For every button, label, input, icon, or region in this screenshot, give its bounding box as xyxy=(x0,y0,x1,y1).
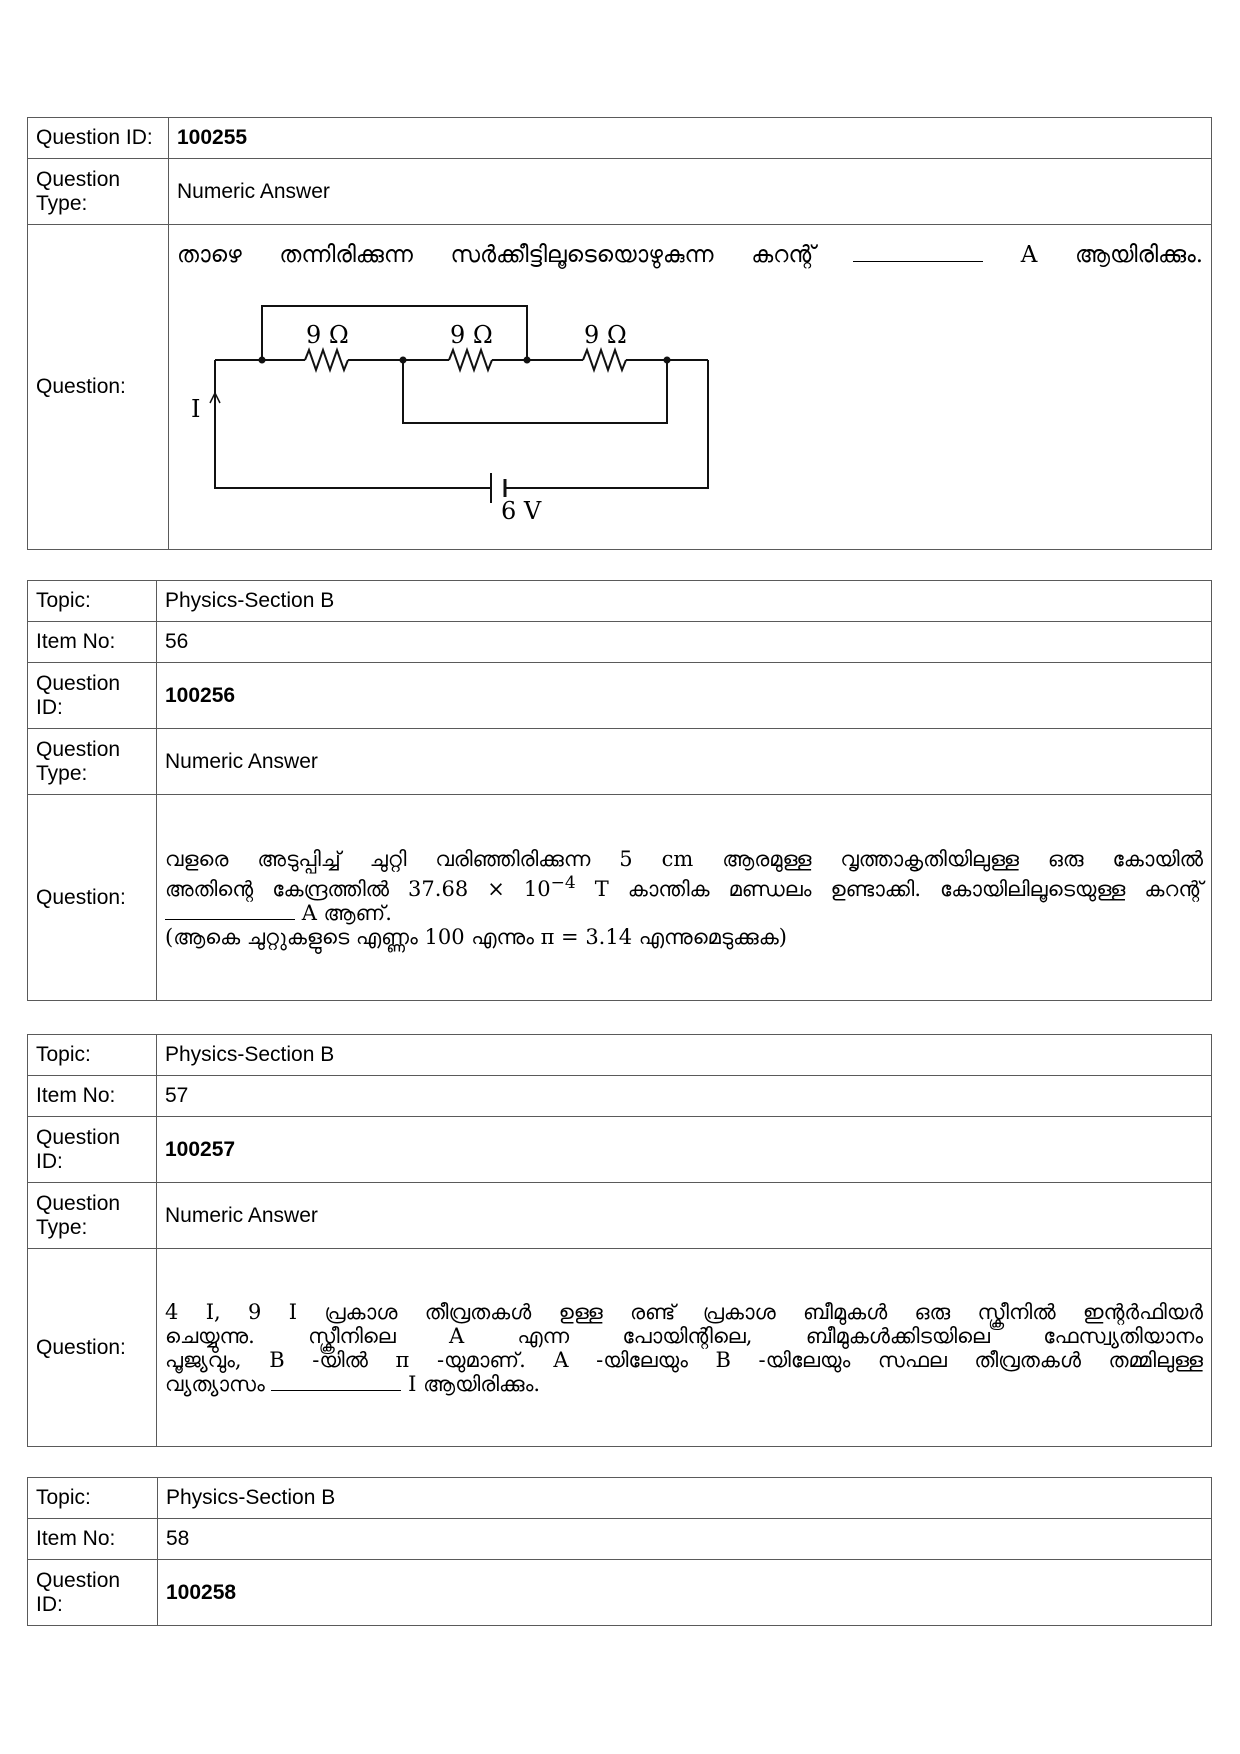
question-line: വളരെ അടുപ്പിച്ച് ചുറ്റി വരിഞ്ഞിരിക്കുന്ന 5 cm ആരമുള്ള വൃത്താകൃതിയിലുള്ള ഒരു കോയിൽ xyxy=(165,846,1203,871)
question-id-label: Question ID: xyxy=(28,663,157,729)
topic-value: Physics-Section B xyxy=(158,1478,1212,1519)
question-type-value: Numeric Answer xyxy=(157,1183,1212,1249)
question-id-label: Question ID: xyxy=(28,118,169,159)
resistor-2 xyxy=(449,350,492,370)
answer-blank xyxy=(165,901,295,920)
topic-value: Physics-Section B xyxy=(157,581,1212,622)
question-text: അതിന്റെ കേന്ദ്രത്തിൽ 37.68 × 10 xyxy=(165,876,551,901)
item-no-label: Item No: xyxy=(28,1519,158,1560)
question-text: A ആണ്. xyxy=(301,900,392,925)
circuit-diagram xyxy=(191,283,805,525)
item-no-value: 56 xyxy=(157,622,1212,663)
topic-label: Topic: xyxy=(28,1035,157,1076)
resistor-2-label: 9 Ω xyxy=(450,321,493,349)
question-label: Question: xyxy=(28,795,157,1001)
question-id-label: Question ID: xyxy=(28,1117,157,1183)
question-label: Question: xyxy=(28,1249,157,1447)
question-type-label: Question Type: xyxy=(28,729,157,795)
item-no-label: Item No: xyxy=(28,622,157,663)
question-text-before: താഴെ തന്നിരിക്കുന്ന സർക്കീട്ടിലൂടെയൊഴുകുന്ന കറന്റ് xyxy=(177,242,816,268)
question-line xyxy=(165,1372,1203,1396)
question-text-after: A ആയിരിക്കും. xyxy=(1020,242,1204,268)
topic-label: Topic: xyxy=(28,581,157,622)
item-no-value: 57 xyxy=(157,1076,1212,1117)
item-no-label: Item No: xyxy=(28,1076,157,1117)
junction-node xyxy=(259,357,266,364)
topic-label: Topic: xyxy=(28,1478,158,1519)
resistor-3 xyxy=(583,350,626,370)
question-body xyxy=(157,1249,1212,1447)
question-id-label: Question ID: xyxy=(28,1560,158,1626)
question-line: പൂജ്യവും, B -യിൽ π -യുമാണ്. A -യിലേയും B -യിലേയും സഫല തീവ്രതകൾ തമ്മിലുള്ള xyxy=(165,1347,1203,1372)
question-id-value: 100256 xyxy=(157,663,1212,729)
question-type-label: Question Type: xyxy=(28,159,169,225)
item-no-value: 58 xyxy=(158,1519,1212,1560)
resistor-1-label: 9 Ω xyxy=(306,321,349,349)
topic-value: Physics-Section B xyxy=(157,1035,1212,1076)
question-text: T കാന്തിക മണ്ഡലം ഉണ്ടാക്കി. കോയിലിലൂടെയുള്ള കറന്റ് xyxy=(594,876,1203,901)
question-line: ചെയ്യുന്നു. സ്ക്രീനിലെ A എന്ന പോയിന്റിലെ, ബീമുകൾക്കിടയിലെ ഫേസ്വ്യതിയാനം xyxy=(165,1323,1203,1348)
junction-node xyxy=(524,357,531,364)
question-text: I ആയിരിക്കും. xyxy=(408,1371,541,1396)
question-body xyxy=(157,795,1212,1001)
current-label: I xyxy=(191,395,201,423)
answer-blank xyxy=(271,1372,401,1391)
question-block-100255 xyxy=(27,117,1212,550)
question-body xyxy=(169,225,1212,550)
question-id-value: 100255 xyxy=(169,118,1212,159)
exponent: −4 xyxy=(550,872,576,893)
junction-node xyxy=(664,357,671,364)
battery-label: 6 V xyxy=(501,497,542,525)
question-block-100256 xyxy=(27,580,1212,1001)
question-block-100258 xyxy=(27,1477,1212,1626)
resistor-1 xyxy=(305,350,348,370)
resistor-3-label: 9 Ω xyxy=(584,321,627,349)
question-line xyxy=(165,901,1203,925)
question-label: Question: xyxy=(28,225,169,550)
question-id-value: 100257 xyxy=(157,1117,1212,1183)
answer-blank xyxy=(853,243,983,262)
question-type-value: Numeric Answer xyxy=(169,159,1212,225)
junction-node xyxy=(400,357,407,364)
question-text: വ്യത്യാസം xyxy=(165,1371,265,1396)
question-line xyxy=(165,871,1203,901)
bridge-wire-bottom xyxy=(403,360,667,423)
question-type-value: Numeric Answer xyxy=(157,729,1212,795)
question-line: (ആകെ ചുറ്റുകളുടെ എണ്ണം 100 എന്നും π = 3.14 എന്നുമെടുക്കുക) xyxy=(165,924,787,949)
question-id-value: 100258 xyxy=(158,1560,1212,1626)
question-line: 4 I, 9 I പ്രകാശ തീവ്രതകൾ ഉള്ള രണ്ട് പ്രകാശ ബീമുകൾ ഒരു സ്ക്രീനിൽ ഇന്റർഫിയർ xyxy=(165,1299,1203,1324)
question-type-label: Question Type: xyxy=(28,1183,157,1249)
question-text xyxy=(177,231,1203,279)
question-block-100257 xyxy=(27,1034,1212,1447)
